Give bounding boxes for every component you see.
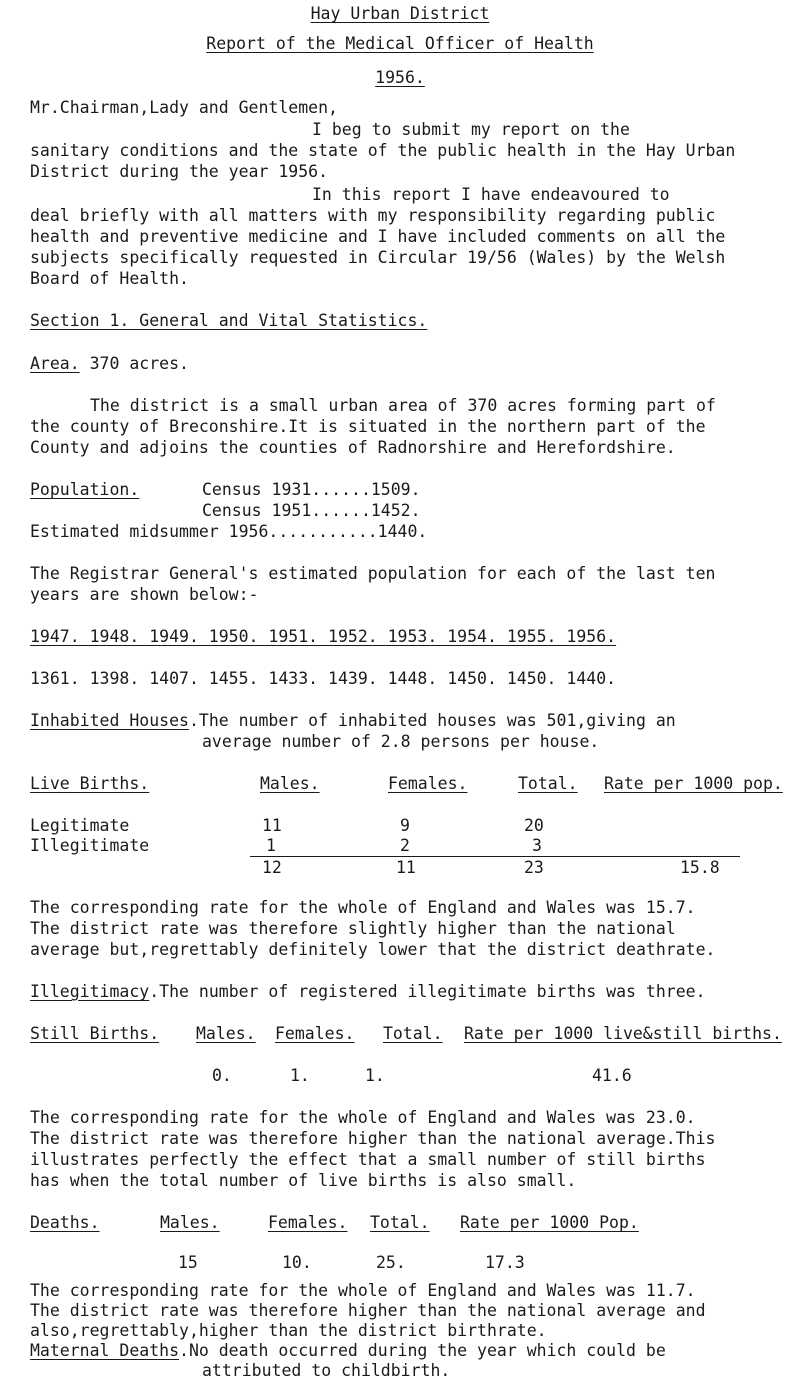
houses-text1: .The number of inhabited houses was 501,giving an <box>188 711 676 730</box>
still-births-comment-3: illustrates perfectly the effect that a small number of still births <box>30 1150 706 1169</box>
still-births-col-rate: Rate per 1000 live&still births. <box>464 1024 782 1043</box>
illegitimacy-line <box>30 982 706 1002</box>
intro-p1-line3: District during the year 1956. <box>30 162 329 181</box>
intro-p2-line1: In this report I have endeavoured to <box>312 185 670 204</box>
legitimate-total: 20 <box>524 816 544 835</box>
maternal-text1: .No death occurred during the year which could be <box>179 1341 666 1360</box>
intro-p2-line3: health and preventive medicine and I have included comments on all the <box>30 227 726 246</box>
houses-line1 <box>30 711 676 731</box>
intro-p1-line1: I beg to submit my report on the <box>312 120 630 139</box>
live-births-col-females: Females. <box>388 774 468 793</box>
live-births-heading: Live Births. <box>30 774 150 793</box>
legitimate-females: 9 <box>400 816 410 835</box>
still-births-rate: 41.6 <box>592 1066 632 1085</box>
live-births-comment-2: The district rate was therefore slightly higher than the national <box>30 919 676 938</box>
area-value: 370 acres. <box>79 354 189 373</box>
deaths-comment-3: also,regrettably,higher than the district birthrate. <box>30 1321 547 1340</box>
census-1931: Census 1931......1509. <box>202 480 421 499</box>
live-births-col-rate: Rate per 1000 pop. <box>604 774 783 793</box>
salutation: Mr.Chairman,Lady and Gentlemen, <box>30 98 338 117</box>
maternal-line1 <box>30 1341 666 1361</box>
total-rate: 15.8 <box>680 858 720 877</box>
still-births-heading: Still Births. <box>30 1024 160 1043</box>
population-values: 1361. 1398. 1407. 1455. 1433. 1439. 1448. 1450. 1450. 1440. <box>30 669 617 688</box>
intro-p2-line2: deal briefly with all matters with my responsibility regarding public <box>30 206 716 225</box>
still-births-total: 1. <box>365 1066 385 1085</box>
houses-text2: average number of 2.8 persons per house. <box>202 732 600 751</box>
deaths-col-males: Males. <box>160 1213 220 1232</box>
illegitimate-males: 1 <box>266 836 276 855</box>
area-label: Area. <box>30 354 80 373</box>
deaths-col-females: Females. <box>268 1213 348 1232</box>
intro-p1-line2: sanitary conditions and the state of the public health in the Hay Urban <box>30 141 736 160</box>
deaths-females: 10. <box>282 1253 312 1272</box>
maternal-label: Maternal Deaths <box>30 1341 180 1360</box>
population-years: 1947. 1948. 1949. 1950. 1951. 1952. 1953. 1954. 1955. 1956. <box>30 627 617 646</box>
total-females: 11 <box>396 858 416 877</box>
area-line <box>30 354 189 374</box>
deaths-rate: 17.3 <box>485 1253 525 1272</box>
report-year: 1956. <box>375 68 425 87</box>
registrar-line1: The Registrar General's estimated population for each of the last ten <box>30 564 716 583</box>
still-births-females: 1. <box>290 1066 310 1085</box>
still-births-males: 0. <box>212 1066 232 1085</box>
intro-p2-line4: subjects specifically requested in Circular 19/56 (Wales) by the Welsh <box>30 248 726 267</box>
live-births-col-total: Total. <box>518 774 578 793</box>
total-males: 12 <box>262 858 282 877</box>
illegitimate-females: 2 <box>400 836 410 855</box>
live-births-comment-3: average but,regrettably definitely lower that the district deathrate. <box>30 940 716 959</box>
deaths-col-total: Total. <box>370 1213 430 1232</box>
census-1951: Census 1951......1452. <box>202 501 421 520</box>
population-label: Population. <box>30 480 140 499</box>
section-heading: Section 1. General and Vital Statistics. <box>30 311 428 330</box>
estimated-midsummer: Estimated midsummer 1956...........1440. <box>30 522 428 541</box>
illegitimacy-text: .The number of registered illegitimate births was three. <box>149 982 706 1001</box>
total-rule <box>250 856 740 857</box>
live-births-col-males: Males. <box>260 774 320 793</box>
legitimate-label: Legitimate <box>30 816 130 835</box>
total-total: 23 <box>524 858 544 877</box>
still-births-comment-2: The district rate was therefore higher than the national average.This <box>30 1129 716 1148</box>
deaths-males: 15 <box>178 1253 198 1272</box>
area-desc-line2: the county of Breconshire.It is situated in the northern part of the <box>30 417 706 436</box>
illegitimacy-label: Illegitimacy <box>30 982 150 1001</box>
live-births-comment-1: The corresponding rate for the whole of England and Wales was 15.7. <box>30 898 696 917</box>
area-desc-line3: County and adjoins the counties of Radnorshire and Herefordshire. <box>30 438 676 457</box>
illegitimate-label: Illegitimate <box>30 836 150 855</box>
deaths-comment-2: The district rate was therefore higher than the national average and <box>30 1301 706 1320</box>
illegitimate-total: 3 <box>532 836 542 855</box>
report-title: Report of the Medical Officer of Health <box>206 34 594 53</box>
houses-label: Inhabited Houses <box>30 711 189 730</box>
still-births-col-total: Total. <box>383 1024 443 1043</box>
still-births-col-females: Females. <box>275 1024 355 1043</box>
maternal-text2: attributed to childbirth. <box>202 1361 451 1380</box>
deaths-total: 25. <box>376 1253 406 1272</box>
still-births-comment-4: has when the total number of live births is also small. <box>30 1171 577 1190</box>
district-title: Hay Urban District <box>310 4 490 23</box>
legitimate-males: 11 <box>262 816 282 835</box>
area-desc-line1: The district is a small urban area of 370 acres forming part of <box>90 396 716 415</box>
deaths-comment-1: The corresponding rate for the whole of England and Wales was 11.7. <box>30 1281 696 1300</box>
intro-p2-line5: Board of Health. <box>30 269 189 288</box>
deaths-col-rate: Rate per 1000 Pop. <box>460 1213 639 1232</box>
still-births-comment-1: The corresponding rate for the whole of England and Wales was 23.0. <box>30 1108 696 1127</box>
deaths-heading: Deaths. <box>30 1213 100 1232</box>
registrar-line2: years are shown below:- <box>30 585 259 604</box>
still-births-col-males: Males. <box>196 1024 256 1043</box>
